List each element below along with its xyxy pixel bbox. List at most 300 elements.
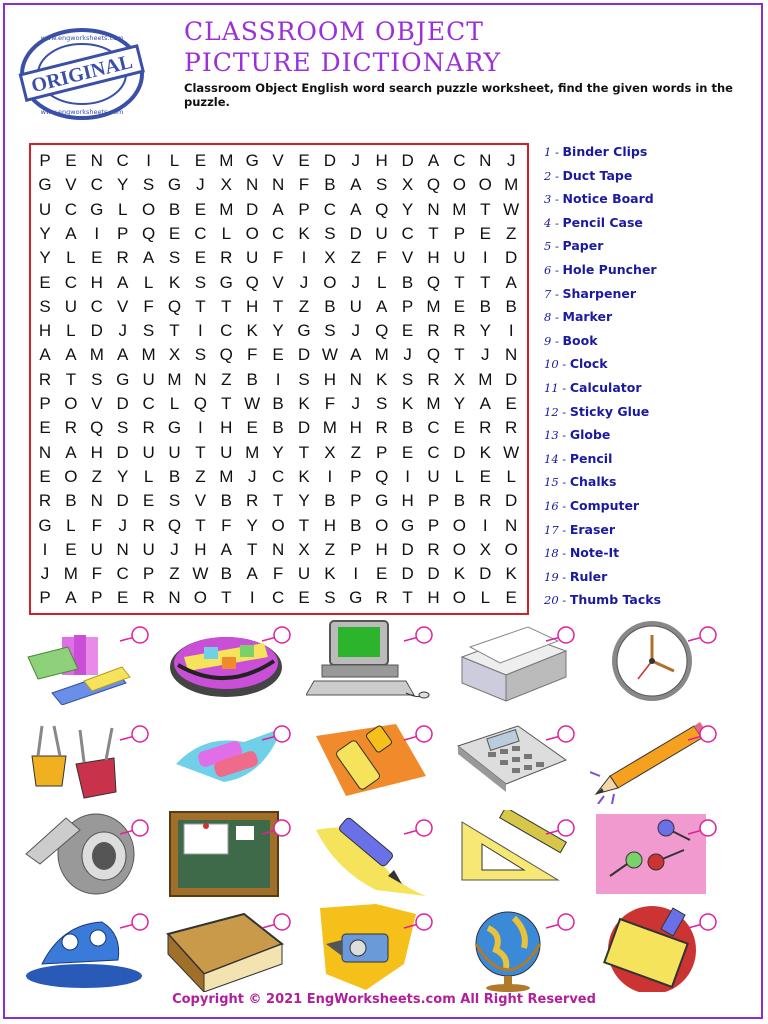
- grid-letter[interactable]: H: [246, 296, 259, 316]
- grid-letter[interactable]: B: [324, 175, 336, 195]
- answer-bubble[interactable]: [600, 816, 718, 846]
- grid-letter[interactable]: W: [192, 564, 209, 584]
- grid-letter[interactable]: R: [142, 418, 155, 438]
- grid-letter[interactable]: X: [220, 175, 232, 195]
- grid-letter[interactable]: N: [246, 175, 259, 195]
- grid-letter[interactable]: E: [298, 588, 310, 608]
- grid-letter[interactable]: G: [349, 588, 363, 608]
- grid-letter[interactable]: Y: [39, 248, 51, 268]
- grid-letter[interactable]: Q: [167, 296, 182, 316]
- grid-letter[interactable]: U: [297, 564, 311, 584]
- grid-letter[interactable]: Q: [375, 199, 389, 219]
- grid-letter[interactable]: J: [299, 272, 309, 292]
- grid-letter[interactable]: H: [38, 321, 52, 341]
- grid-letter[interactable]: H: [220, 418, 233, 438]
- grid-letter[interactable]: U: [142, 369, 155, 389]
- grid-letter[interactable]: Y: [401, 199, 414, 219]
- grid-letter[interactable]: P: [453, 223, 466, 243]
- grid-letter[interactable]: S: [194, 345, 207, 365]
- answer-bubble[interactable]: [32, 910, 150, 940]
- grid-letter[interactable]: H: [427, 248, 440, 268]
- grid-letter[interactable]: M: [245, 442, 260, 462]
- grid-letter[interactable]: L: [66, 248, 76, 268]
- grid-letter[interactable]: J: [247, 466, 257, 486]
- grid-letter[interactable]: H: [194, 539, 207, 559]
- grid-letter[interactable]: B: [246, 369, 258, 389]
- grid-letter[interactable]: P: [91, 588, 103, 608]
- grid-letter[interactable]: E: [246, 418, 258, 438]
- grid-letter[interactable]: N: [38, 442, 52, 462]
- grid-letter[interactable]: A: [39, 345, 51, 365]
- grid-letter[interactable]: S: [168, 248, 181, 268]
- grid-letter[interactable]: S: [298, 369, 310, 389]
- grid-letter[interactable]: L: [454, 466, 465, 486]
- grid-letter[interactable]: P: [401, 296, 414, 316]
- grid-letter[interactable]: G: [400, 515, 415, 535]
- grid-letter[interactable]: O: [375, 515, 389, 535]
- grid-letter[interactable]: B: [220, 564, 232, 584]
- answer-bubble[interactable]: [600, 722, 718, 752]
- grid-letter[interactable]: A: [376, 296, 388, 316]
- grid-letter[interactable]: K: [401, 394, 414, 413]
- grid-letter[interactable]: Q: [167, 515, 182, 535]
- grid-letter[interactable]: E: [453, 296, 466, 316]
- grid-letter[interactable]: I: [198, 418, 203, 438]
- grid-letter[interactable]: N: [349, 369, 362, 389]
- grid-letter[interactable]: Y: [479, 321, 491, 341]
- grid-letter[interactable]: B: [168, 466, 181, 486]
- grid-letter[interactable]: J: [196, 175, 205, 195]
- grid-letter[interactable]: D: [427, 564, 440, 584]
- grid-letter[interactable]: F: [143, 296, 154, 316]
- answer-bubble[interactable]: [458, 722, 576, 752]
- grid-letter[interactable]: R: [427, 539, 440, 559]
- grid-letter[interactable]: H: [90, 272, 103, 292]
- grid-letter[interactable]: I: [146, 151, 151, 170]
- grid-letter[interactable]: Y: [117, 466, 129, 486]
- grid-letter[interactable]: U: [427, 466, 440, 486]
- answer-bubble[interactable]: [174, 722, 292, 752]
- grid-letter[interactable]: E: [117, 588, 129, 608]
- grid-letter[interactable]: T: [65, 369, 77, 389]
- grid-letter[interactable]: Q: [193, 394, 207, 413]
- grid-letter[interactable]: I: [482, 515, 488, 535]
- grid-letter[interactable]: J: [40, 564, 50, 584]
- grid-letter[interactable]: Q: [426, 272, 441, 292]
- grid-letter[interactable]: M: [89, 345, 104, 365]
- grid-letter[interactable]: O: [64, 394, 78, 413]
- grid-letter[interactable]: M: [426, 296, 441, 316]
- grid-letter[interactable]: Y: [117, 175, 129, 195]
- grid-letter[interactable]: L: [169, 151, 180, 170]
- grid-letter[interactable]: X: [324, 248, 336, 268]
- grid-letter[interactable]: C: [271, 223, 285, 243]
- grid-letter[interactable]: O: [452, 588, 466, 608]
- grid-letter[interactable]: Y: [272, 442, 284, 462]
- grid-letter[interactable]: R: [64, 418, 78, 438]
- grid-letter[interactable]: R: [246, 491, 259, 511]
- grid-letter[interactable]: Y: [298, 491, 310, 511]
- grid-letter[interactable]: T: [298, 442, 310, 462]
- grid-letter[interactable]: Q: [245, 272, 259, 292]
- grid-letter[interactable]: R: [142, 588, 155, 608]
- answer-bubble[interactable]: [32, 722, 150, 752]
- grid-letter[interactable]: H: [401, 491, 414, 511]
- grid-letter[interactable]: Q: [375, 466, 389, 486]
- grid-letter[interactable]: O: [64, 466, 78, 486]
- grid-letter[interactable]: G: [38, 175, 52, 195]
- grid-letter[interactable]: C: [323, 199, 337, 219]
- grid-letter[interactable]: C: [90, 175, 103, 195]
- grid-letter[interactable]: D: [505, 491, 518, 511]
- grid-letter[interactable]: E: [453, 418, 466, 438]
- grid-letter[interactable]: H: [323, 515, 337, 535]
- grid-letter[interactable]: U: [453, 248, 466, 268]
- grid-letter[interactable]: H: [349, 418, 362, 438]
- grid-letter[interactable]: G: [90, 199, 104, 219]
- grid-letter[interactable]: A: [65, 223, 77, 243]
- grid-letter[interactable]: Z: [324, 539, 336, 559]
- answer-bubble[interactable]: [316, 722, 434, 752]
- grid-letter[interactable]: G: [38, 515, 52, 535]
- grid-letter[interactable]: M: [452, 199, 467, 219]
- grid-letter[interactable]: D: [323, 151, 337, 170]
- grid-letter[interactable]: A: [350, 345, 362, 365]
- grid-letter[interactable]: W: [503, 442, 520, 462]
- grid-letter[interactable]: O: [504, 539, 518, 559]
- grid-letter[interactable]: R: [375, 418, 388, 438]
- grid-letter[interactable]: U: [349, 296, 362, 316]
- grid-letter[interactable]: A: [142, 248, 155, 268]
- grid-letter[interactable]: W: [321, 345, 338, 365]
- grid-letter[interactable]: R: [220, 248, 233, 268]
- grid-letter[interactable]: J: [351, 272, 361, 292]
- grid-letter[interactable]: A: [65, 345, 77, 365]
- grid-letter[interactable]: T: [298, 515, 310, 535]
- grid-letter[interactable]: Y: [39, 223, 51, 243]
- grid-letter[interactable]: A: [350, 199, 362, 219]
- grid-letter[interactable]: N: [505, 515, 518, 535]
- grid-letter[interactable]: P: [39, 394, 51, 413]
- grid-letter[interactable]: B: [65, 491, 77, 511]
- grid-letter[interactable]: E: [479, 466, 491, 486]
- grid-letter[interactable]: T: [169, 321, 180, 341]
- grid-letter[interactable]: V: [65, 175, 77, 195]
- grid-letter[interactable]: P: [350, 466, 362, 486]
- grid-letter[interactable]: R: [479, 491, 492, 511]
- grid-letter[interactable]: E: [91, 248, 103, 268]
- grid-letter[interactable]: H: [427, 588, 440, 608]
- grid-letter[interactable]: Q: [426, 345, 441, 365]
- grid-letter[interactable]: K: [376, 369, 388, 389]
- grid-letter[interactable]: C: [427, 442, 440, 462]
- grid-letter[interactable]: O: [452, 515, 466, 535]
- grid-letter[interactable]: M: [478, 369, 493, 389]
- grid-letter[interactable]: H: [375, 151, 388, 170]
- grid-letter[interactable]: A: [427, 151, 440, 170]
- grid-letter[interactable]: T: [221, 394, 232, 413]
- grid-letter[interactable]: E: [194, 199, 207, 219]
- grid-letter[interactable]: J: [403, 345, 412, 365]
- grid-letter[interactable]: P: [117, 223, 129, 243]
- grid-letter[interactable]: U: [90, 539, 103, 559]
- grid-letter[interactable]: B: [324, 491, 336, 511]
- grid-letter[interactable]: F: [324, 394, 336, 413]
- grid-letter[interactable]: D: [479, 564, 492, 584]
- grid-letter[interactable]: X: [479, 539, 491, 559]
- grid-letter[interactable]: Z: [195, 466, 206, 486]
- grid-letter[interactable]: M: [374, 345, 389, 365]
- grid-letter[interactable]: K: [324, 564, 336, 584]
- grid-letter[interactable]: V: [117, 296, 129, 316]
- grid-letter[interactable]: A: [246, 564, 258, 584]
- grid-letter[interactable]: F: [272, 564, 284, 584]
- grid-letter[interactable]: J: [351, 321, 361, 341]
- grid-letter[interactable]: M: [426, 394, 441, 413]
- grid-letter[interactable]: N: [116, 539, 129, 559]
- answer-bubble[interactable]: [458, 623, 576, 653]
- grid-letter[interactable]: R: [375, 588, 388, 608]
- grid-letter[interactable]: D: [116, 491, 129, 511]
- grid-letter[interactable]: Z: [505, 223, 517, 243]
- grid-letter[interactable]: X: [298, 539, 310, 559]
- grid-letter[interactable]: J: [351, 151, 361, 170]
- grid-letter[interactable]: N: [479, 151, 492, 170]
- grid-letter[interactable]: S: [142, 175, 155, 195]
- grid-letter[interactable]: V: [272, 272, 284, 292]
- grid-letter[interactable]: J: [170, 539, 179, 559]
- grid-letter[interactable]: W: [503, 199, 520, 219]
- grid-letter[interactable]: D: [297, 418, 311, 438]
- grid-letter[interactable]: C: [142, 394, 155, 413]
- grid-letter[interactable]: D: [453, 442, 466, 462]
- grid-letter[interactable]: A: [117, 272, 129, 292]
- grid-letter[interactable]: F: [91, 564, 102, 584]
- grid-letter[interactable]: E: [39, 466, 51, 486]
- grid-letter[interactable]: C: [271, 588, 285, 608]
- grid-letter[interactable]: G: [116, 369, 130, 389]
- grid-letter[interactable]: S: [324, 321, 336, 341]
- grid-letter[interactable]: E: [479, 223, 491, 243]
- grid-letter[interactable]: X: [401, 175, 414, 195]
- grid-letter[interactable]: A: [272, 199, 284, 219]
- grid-letter[interactable]: C: [453, 151, 466, 170]
- grid-letter[interactable]: Z: [350, 442, 361, 462]
- grid-letter[interactable]: P: [142, 564, 155, 584]
- grid-letter[interactable]: R: [142, 515, 155, 535]
- grid-letter[interactable]: B: [220, 491, 232, 511]
- answer-bubble[interactable]: [600, 910, 718, 940]
- grid-letter[interactable]: Q: [90, 418, 104, 438]
- grid-letter[interactable]: I: [198, 321, 203, 341]
- grid-letter[interactable]: V: [194, 491, 207, 511]
- grid-letter[interactable]: L: [506, 466, 516, 486]
- grid-letter[interactable]: S: [401, 369, 414, 389]
- grid-letter[interactable]: L: [143, 272, 154, 292]
- grid-letter[interactable]: C: [194, 223, 207, 243]
- grid-letter[interactable]: R: [38, 369, 52, 389]
- grid-letter[interactable]: I: [94, 223, 100, 243]
- grid-letter[interactable]: J: [118, 515, 127, 535]
- grid-letter[interactable]: T: [402, 588, 413, 608]
- grid-letter[interactable]: D: [505, 369, 518, 389]
- grid-letter[interactable]: X: [168, 345, 181, 365]
- grid-letter[interactable]: T: [195, 296, 206, 316]
- grid-letter[interactable]: C: [271, 466, 285, 486]
- grid-letter[interactable]: K: [168, 272, 181, 292]
- grid-letter[interactable]: T: [221, 296, 232, 316]
- grid-letter[interactable]: L: [143, 466, 154, 486]
- grid-letter[interactable]: N: [194, 369, 207, 389]
- grid-letter[interactable]: I: [42, 539, 48, 559]
- grid-letter[interactable]: T: [454, 272, 465, 292]
- grid-letter[interactable]: T: [272, 491, 284, 511]
- grid-letter[interactable]: F: [221, 515, 232, 535]
- grid-letter[interactable]: P: [298, 199, 310, 219]
- grid-letter[interactable]: O: [452, 539, 466, 559]
- grid-letter[interactable]: J: [481, 345, 490, 365]
- answer-bubble[interactable]: [174, 910, 292, 940]
- grid-letter[interactable]: T: [428, 223, 439, 243]
- answer-bubble[interactable]: [174, 623, 292, 653]
- grid-letter[interactable]: V: [401, 248, 414, 268]
- grid-letter[interactable]: L: [169, 394, 180, 413]
- grid-letter[interactable]: M: [322, 418, 337, 438]
- grid-letter[interactable]: B: [453, 491, 466, 511]
- grid-letter[interactable]: M: [504, 175, 519, 195]
- grid-letter[interactable]: E: [505, 394, 517, 413]
- grid-letter[interactable]: O: [452, 175, 466, 195]
- grid-letter[interactable]: I: [508, 321, 514, 341]
- grid-letter[interactable]: Y: [272, 321, 284, 341]
- grid-letter[interactable]: K: [453, 564, 466, 584]
- grid-letter[interactable]: E: [272, 345, 284, 365]
- grid-letter[interactable]: E: [298, 151, 310, 170]
- grid-letter[interactable]: I: [301, 248, 307, 268]
- grid-letter[interactable]: S: [324, 223, 336, 243]
- grid-letter[interactable]: G: [375, 491, 389, 511]
- grid-letter[interactable]: T: [454, 345, 465, 365]
- grid-letter[interactable]: T: [246, 539, 258, 559]
- grid-letter[interactable]: D: [401, 539, 414, 559]
- grid-letter[interactable]: F: [298, 175, 310, 195]
- grid-letter[interactable]: Q: [141, 223, 156, 243]
- grid-letter[interactable]: E: [401, 321, 414, 341]
- grid-letter[interactable]: Z: [298, 296, 310, 316]
- grid-letter[interactable]: Q: [375, 321, 389, 341]
- grid-letter[interactable]: J: [506, 151, 516, 170]
- answer-bubble[interactable]: [32, 816, 150, 846]
- grid-letter[interactable]: Z: [221, 369, 232, 389]
- grid-letter[interactable]: T: [195, 442, 206, 462]
- grid-letter[interactable]: B: [479, 296, 491, 316]
- grid-letter[interactable]: C: [64, 272, 78, 292]
- grid-letter[interactable]: Q: [426, 175, 441, 195]
- grid-letter[interactable]: L: [117, 199, 128, 219]
- grid-letter[interactable]: U: [220, 442, 233, 462]
- grid-letter[interactable]: O: [193, 588, 207, 608]
- grid-letter[interactable]: S: [117, 418, 129, 438]
- grid-letter[interactable]: M: [219, 466, 234, 486]
- grid-letter[interactable]: M: [219, 151, 234, 170]
- grid-letter[interactable]: M: [141, 345, 156, 365]
- grid-letter[interactable]: W: [244, 394, 261, 413]
- answer-bubble[interactable]: [316, 623, 434, 653]
- grid-letter[interactable]: H: [375, 539, 388, 559]
- grid-letter[interactable]: N: [427, 199, 440, 219]
- grid-letter[interactable]: C: [116, 151, 129, 170]
- grid-letter[interactable]: K: [298, 223, 310, 243]
- grid-letter[interactable]: I: [275, 369, 281, 389]
- grid-letter[interactable]: R: [427, 369, 440, 389]
- grid-letter[interactable]: N: [505, 345, 518, 365]
- grid-letter[interactable]: K: [298, 394, 310, 413]
- grid-letter[interactable]: F: [246, 345, 258, 365]
- grid-letter[interactable]: S: [91, 369, 103, 389]
- grid-letter[interactable]: C: [64, 199, 78, 219]
- grid-letter[interactable]: V: [91, 394, 103, 413]
- grid-letter[interactable]: P: [350, 539, 362, 559]
- grid-letter[interactable]: T: [195, 515, 206, 535]
- grid-letter[interactable]: B: [505, 296, 517, 316]
- grid-letter[interactable]: R: [38, 491, 52, 511]
- grid-letter[interactable]: K: [298, 466, 310, 486]
- grid-letter[interactable]: C: [116, 564, 129, 584]
- grid-letter[interactable]: E: [65, 539, 77, 559]
- grid-letter[interactable]: I: [353, 564, 359, 584]
- grid-letter[interactable]: C: [220, 321, 233, 341]
- grid-letter[interactable]: B: [272, 394, 284, 413]
- answer-bubble[interactable]: [174, 816, 292, 846]
- grid-letter[interactable]: J: [118, 321, 127, 341]
- grid-letter[interactable]: N: [90, 151, 103, 170]
- grid-letter[interactable]: D: [401, 564, 414, 584]
- grid-letter[interactable]: U: [38, 199, 52, 219]
- grid-letter[interactable]: K: [246, 321, 258, 341]
- grid-letter[interactable]: G: [167, 418, 182, 438]
- grid-letter[interactable]: H: [323, 369, 337, 389]
- grid-letter[interactable]: G: [245, 151, 259, 170]
- grid-letter[interactable]: D: [505, 248, 518, 268]
- grid-letter[interactable]: M: [63, 564, 78, 584]
- grid-letter[interactable]: N: [271, 175, 285, 195]
- grid-letter[interactable]: K: [505, 564, 517, 584]
- answer-bubble[interactable]: [600, 623, 718, 653]
- grid-letter[interactable]: R: [479, 418, 492, 438]
- grid-letter[interactable]: A: [479, 394, 491, 413]
- grid-letter[interactable]: B: [272, 418, 284, 438]
- grid-letter[interactable]: C: [90, 296, 103, 316]
- grid-letter[interactable]: D: [116, 394, 129, 413]
- grid-letter[interactable]: T: [480, 272, 491, 292]
- grid-letter[interactable]: R: [427, 321, 440, 341]
- grid-letter[interactable]: N: [168, 588, 181, 608]
- grid-letter[interactable]: S: [324, 588, 336, 608]
- answer-bubble[interactable]: [316, 910, 434, 940]
- grid-letter[interactable]: U: [168, 442, 181, 462]
- grid-letter[interactable]: D: [297, 345, 311, 365]
- grid-letter[interactable]: B: [324, 296, 336, 316]
- grid-letter[interactable]: D: [90, 321, 103, 341]
- grid-letter[interactable]: O: [478, 175, 492, 195]
- grid-letter[interactable]: Y: [453, 394, 466, 413]
- grid-letter[interactable]: B: [401, 418, 414, 438]
- answer-bubble[interactable]: [458, 816, 576, 846]
- grid-letter[interactable]: I: [482, 248, 488, 268]
- grid-letter[interactable]: N: [271, 539, 285, 559]
- grid-letter[interactable]: A: [65, 588, 77, 608]
- grid-letter[interactable]: E: [194, 248, 207, 268]
